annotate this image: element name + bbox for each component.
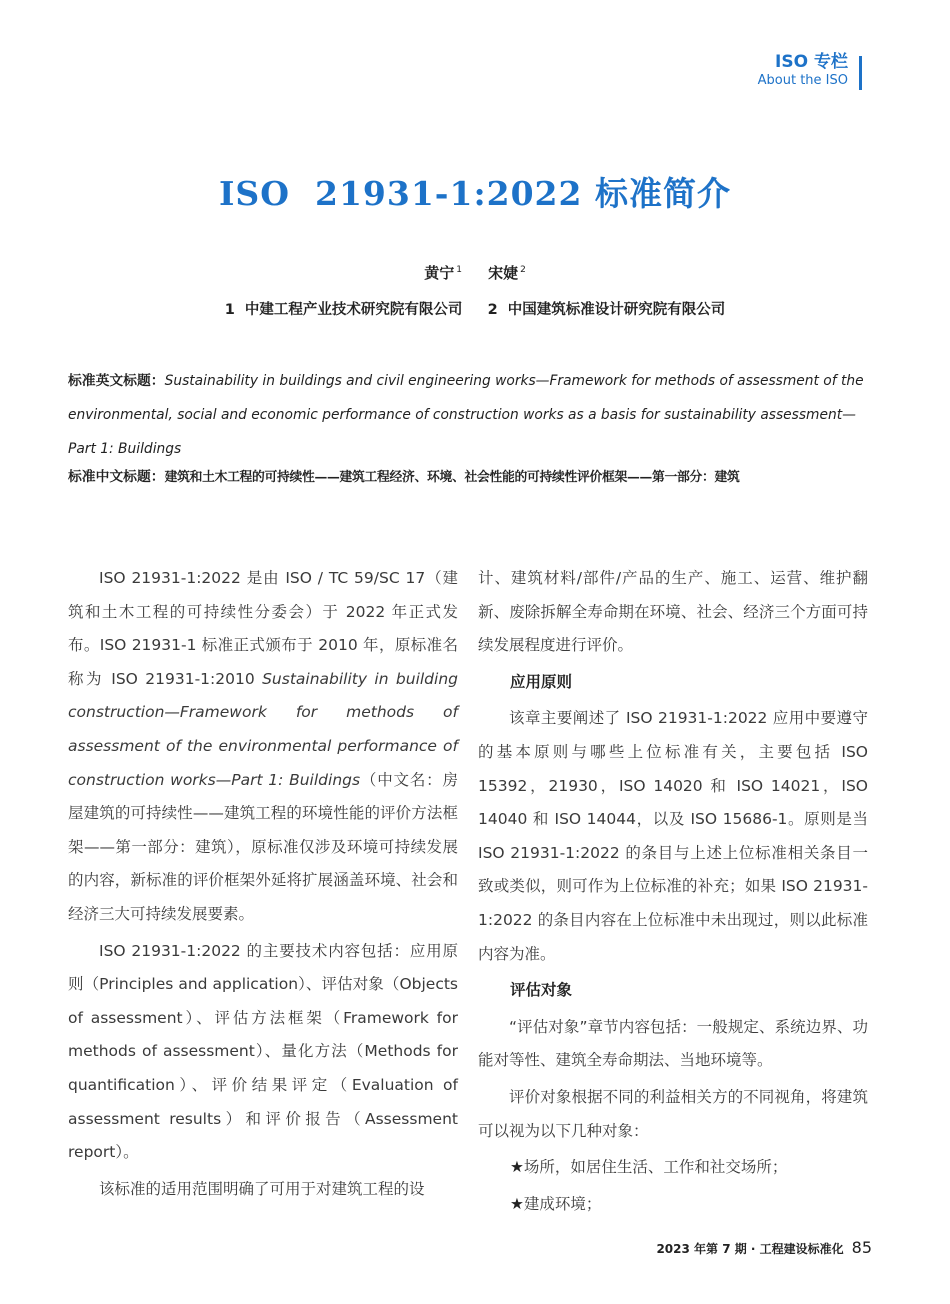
standard-chinese-title-label: 标准中文标题： [68,469,165,485]
body-column-left [68,562,458,1209]
column-name-cn: ISO 专栏 [775,52,848,72]
star-icon: ★ [510,1158,524,1177]
section-heading: 评估对象 [510,981,573,1000]
standard-english-title-label: 标准英文标题： [68,373,165,389]
page-number: 85 [851,1238,872,1257]
author-name: 宋婕 [488,264,519,282]
affiliations: 1 中建工程产业技术研究院有限公司 2 中国建筑标准设计研究院有限公司 [224,302,726,318]
column-name-en: About the ISO [757,73,848,88]
original-standard-title: Sustainability in building construction—Framework for methods of assessment of the environmental performance of construction works—Part 1: Buildings [68,669,458,789]
paragraph: ISO 21931-1:2022 的主要技术内容包括：应用原则（Principles and application）、评估对象（Objects of assessment）、评估方法框架（Framework for methods of assessment）、量化方法（Methods for quantification）、评价结果评定（Evaluation of assessment results）和评价报告（Assessment report）。 [68,941,458,1162]
issue-info: 2023 年第 7 期 · 工程建设标准化 [656,1242,844,1256]
list-item-text: 场所，如居住生活、工作和社交场所； [523,1158,788,1177]
standard-chinese-title-text: 建筑和土木工程的可持续性——建筑工程经济、环境、社会性能的可持续性评价框架——第一部分：建筑 [164,470,740,485]
body-column-right [478,562,868,1224]
page-footer [656,1238,872,1257]
standard-english-title-text: Sustainability in buildings and civil engineering works—Framework for methods of assessment of the environmental, social and economic performance of construction works as a basis for sustainability assessment—Part 1: Buildings [68,373,864,457]
article-title: ISO 21931-1:2022 标准简介 [219,174,731,213]
paragraph-text: （中文名：房屋建筑的可持续性——建筑工程的环境性能的评价方法框架——第一部分：建筑），原标准仅涉及环境可持续发展的内容，新标准的评价框架外延将扩展涵盖环境、社会和经济三大可持续发展要素。 [68,770,458,923]
author-affil-marker: 2 [520,265,526,275]
paragraph: “评估对象”章节内容包括：一般规定、系统边界、功能对等性、建筑全寿命期法、当地环境等。 [478,1017,868,1070]
list-item [478,1151,868,1185]
authors [0,262,950,283]
standard-english-title [68,364,868,466]
paragraph: 该标准的适用范围明确了可用于对建筑工程的设 [99,1179,425,1198]
paragraph-text: ISO 21931-1:2022 是由 ISO / TC 59/SC 17（建筑和土木工程的可持续性分委会）于 2022 年正式发布。ISO 21931-1 标准正式颁布于 2010 年，原标准名称为 ISO 21931-1:2010 [68,569,458,688]
standard-chinese-title [68,466,868,489]
section-heading: 应用原则 [510,672,573,691]
column-divider [859,56,862,90]
author-affil-marker: 1 [456,265,462,275]
column-header [758,52,862,89]
paragraph: 该章主要阐述了 ISO 21931-1:2022 应用中要遵守的基本原则与哪些上位标准有关，主要包括 ISO 15392，21930，ISO 14020 和 ISO 14021，ISO 14040 和 ISO 14044，以及 ISO 15686-1。原则是当 ISO 21931-1:2022 的条目与上述上位标准相关条目一致或类似，则可作为上位标准的补充；如果 ISO 21931-1:2022 的条目内容在上位标准中未出现过，则以此标准内容为准。 [478,709,868,963]
list-item-text: 建成环境； [523,1194,602,1213]
paragraph: 评价对象根据不同的利益相关方的不同视角，将建筑可以视为以下几种对象： [478,1087,868,1140]
star-icon: ★ [510,1194,524,1213]
paragraph [68,562,458,932]
list-item [478,1188,868,1222]
paragraph: 计、建筑材料/部件/产品的生产、施工、运营、维护翻新、废除拆解全寿命期在环境、社会、经济三个方面可持续发展程度进行评价。 [478,569,868,655]
author-name: 黄宁 [424,264,455,282]
